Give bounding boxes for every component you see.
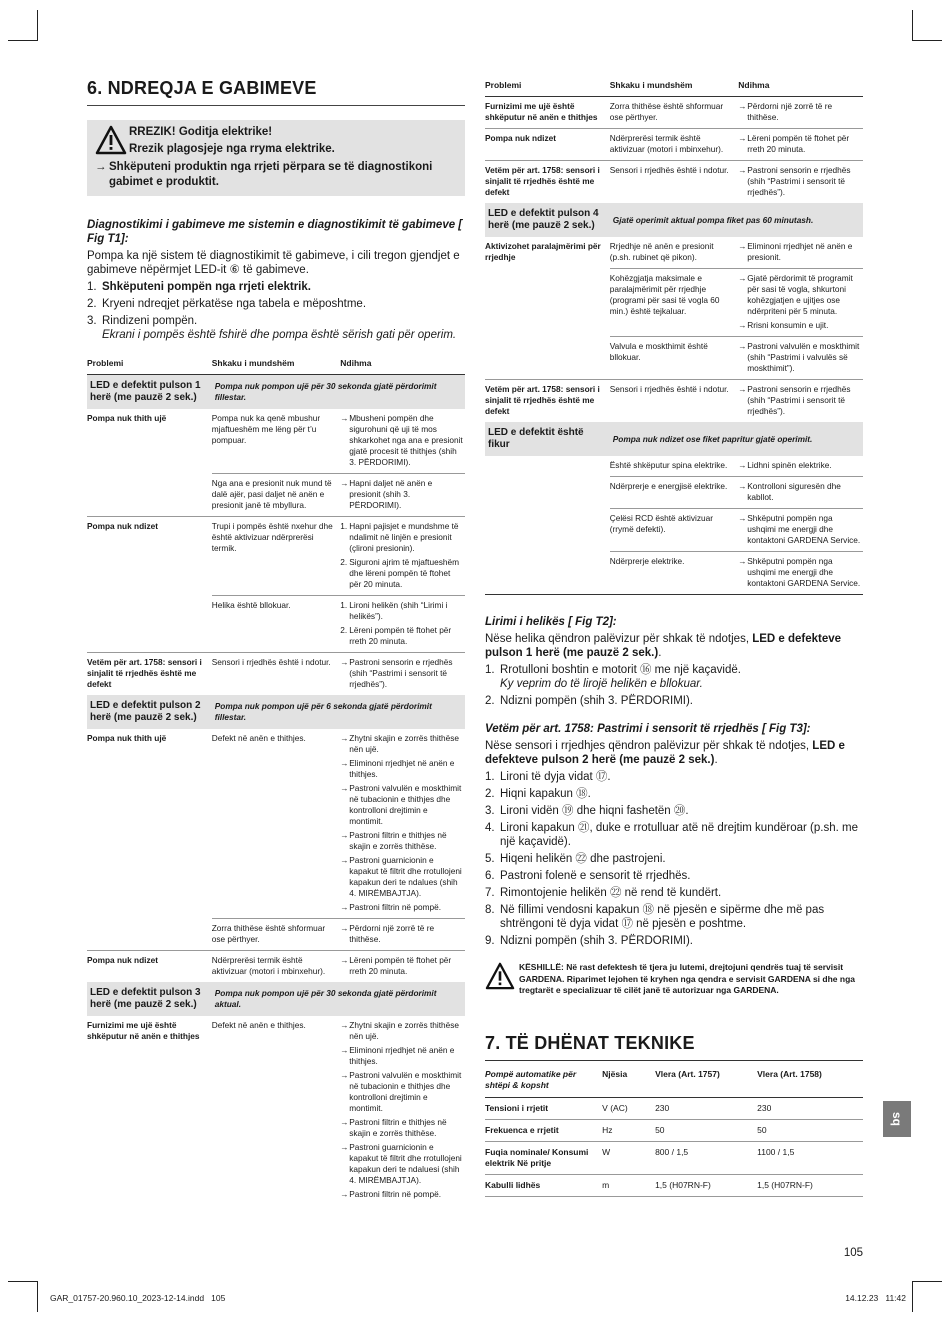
tip-text: KËSHILLË: Në rast defektesh të tjera ju lutemi, drejtojuni qendrës tuaj të servisit GARDENA. Riparimet lejohen të kryhen nga qendra e servisit GARDENA si dhe nga tregtarët e specializuar të cilët janë të autorizuar nga GARDENA.	[519, 962, 855, 995]
footer-file: GAR_01757-20.960.10_2023-12-14.indd 105	[50, 1293, 226, 1303]
table-row: Pompa nuk thith ujë Defekt në anën e thithjes. → Zhytni skajin e zorrës thithëse nën ujë. → Eliminoni rrjedhjet në anën e thithjes. → Pastroni valvulën e moskthimit në tubacionin e thithjes dhe kontrolloni drejtimin e montimit. → Pastroni filtrin e thithjes në skajin e zorrës thithëse. → Pastroni guarnicionin e kapakut të filtrit dhe rrotullojeni kapakun deri te ndalues (shih 4. MIRËMBAJTJA). → Pastroni filtrin në pompë.	[87, 733, 462, 912]
step-item: 1. Lironi të dyja vidat ⑰.	[485, 771, 611, 783]
step-item: 2. Hiqni kapakun ⑱.	[485, 788, 591, 800]
step-item: 1. Shkëputeni pompën nga rrjeti elektrik.	[87, 281, 311, 293]
led-label: LED e defektit pulson 2 herë (me pauzë 2 sek.)	[87, 695, 212, 729]
crop-mark	[912, 40, 942, 41]
led-label: LED e defektit pulson 4 herë (me pauzë 2 sek.)	[485, 203, 610, 237]
step-item: 3. Lironi vidën ⑲ dhe hiqni fashetën ⑳.	[485, 805, 689, 817]
section-7-title: 7. TË DHËNAT TEKNIKE	[485, 1032, 695, 1053]
left-column	[87, 78, 465, 1205]
led-message: Pompa nuk pompon ujë për 30 sekonda gjatë përdorimit fillestar.	[212, 375, 465, 410]
table-row: Çelësi RCD është aktivizuar (rrymë defekti). → Shkëputni pompën nga ushqimi me energji dhe kontaktoni GARDENA Service.	[485, 509, 863, 552]
led-message: Pompa nuk pompon ujë për 6 sekonda gjatë përdorimit fillestar.	[212, 695, 465, 729]
led-row	[485, 422, 863, 456]
table-row: Furnizimi me ujë është shkëputur në anën e thithjes Defekt në anën e thithjes. → Zhytni skajin e zorrës thithëse nën ujë. → Eliminoni rrjedhjet në anën e thithjes. → Pastroni valvulën e moskthimit në tubacionin e thithjes dhe kontrolloni drejtimin e montimit. → Pastroni filtrin e thithjes në skajin e zorrës thithëse. → Pastroni guarnicionin e kapakut të filtrit dhe rrotullojeni kapakun deri te ndaluesi (shih 4. MIRËMBAJTJA). → Pastroni filtrin në pompë.	[87, 1020, 462, 1199]
header-help: Ndihma	[340, 356, 465, 375]
table-row: Pompa nuk thith ujë Pompa nuk ka qenë mbushur mjaftueshëm me lëng për t’u pompuar. → Mbusheni pompën dhe sigurohuni që uji të mos shkarkohet nga ana e presionit gjatë procesit të thithjes (shih 3. PËRDORIMI).	[87, 413, 463, 467]
section-6-header	[87, 78, 465, 106]
table-row: Vetëm për art. 1758: sensori i sinjalit të rrjedhës është me defekt Sensori i rrjedhës është i ndotur. → Pastroni sensorin e rrjedhës (shih “Pastrimi i sensorit të rrjedhës”).	[485, 380, 863, 423]
warning-triangle-icon	[95, 125, 127, 155]
table-row: Kohëzgjatja maksimale e paralajmërimit për rrjedhje (programi për sasi të vogla 60 min.) është tejkaluar. → Gjatë përdorimit të programit për sasi të vogla, shkurtoni kohëzgjatjen e ujitjes ose ndërpriteni për 5 minuta. → Rrisni konsumin e ujit.	[485, 269, 863, 337]
arrow-right-icon: →	[95, 161, 107, 173]
led-label: LED e defektit pulson 3 herë (me pauzë 2 sek.)	[87, 982, 212, 1016]
header-cause: Shkaku i mundshëm	[610, 78, 739, 97]
sensor-steps	[485, 770, 863, 948]
sensor-heading: Vetëm për art. 1758: Pastrimi i sensorit të rrjedhës [ Fig T3]:	[485, 723, 811, 735]
tip-note	[485, 962, 863, 997]
table-row: Nga ana e presionit nuk mund të dalë ajër, pasi daljet në anën e presionit janë të mbyllura. → Hapni daljet në anën e presionit (shih 3. PËRDORIMI).	[87, 474, 465, 517]
right-column	[485, 78, 863, 1197]
led-row	[485, 203, 863, 237]
led-row	[87, 695, 465, 729]
led-message: Pompa nuk pompon ujë për 30 sekonda gjatë përdorimit aktual.	[212, 982, 465, 1016]
led-message: Pompa nuk ndizet ose fiket papritur gjatë operimit.	[610, 422, 863, 456]
step-item: 6. Pastroni folenë e sensorit të rrjedhës.	[485, 870, 691, 882]
table-row: Është shkëputur spina elektrike. → Lidhni spinën elektrike.	[609, 460, 832, 470]
technical-data-table	[485, 1060, 863, 1197]
table-row: Fuqia nominale/ Konsumi elektrik Në pritje W 800 / 1,5 1100 / 1,5	[485, 1141, 863, 1174]
step-item: 7. Rimontojenie helikën ㉒ në rend të kundërt.	[485, 887, 722, 899]
crop-mark	[37, 1282, 38, 1312]
diagnostics-heading: Diagnostikimi i gabimeve me sistemin e diagnostikimit të gabimeve [ Fig T1]:	[87, 219, 463, 245]
table-header-row	[87, 356, 465, 375]
danger-warning-box	[87, 120, 465, 196]
crop-mark	[912, 1282, 913, 1312]
step-item: 2. Ndizni pompën (shih 3. PËRDORIMI).	[485, 695, 694, 707]
arrow-right-icon: →	[340, 657, 349, 667]
header-help: Ndihma	[738, 78, 863, 97]
table-row: Tensioni i rrjetit V (AC) 230 230	[485, 1097, 863, 1119]
crop-mark	[37, 10, 38, 40]
diagnostics-steps	[87, 280, 465, 342]
table-row: Ndërprerje elektrike. → Shkëputni pompën nga ushqimi me energji dhe kontaktoni GARDENA Service.	[485, 552, 863, 595]
table-row: Kabulli lidhës m 1,5 (H07RN-F) 1,5 (H07RN-F)	[485, 1174, 863, 1196]
step-item: 1. Rrotulloni boshtin e motorit ⑯ me një kaçavidë. Ky veprim do të lirojë helikën e bllokuar.	[485, 664, 741, 690]
impeller-heading: Lirimi i helikës [ Fig T2]:	[485, 616, 617, 628]
table-row: Furnizimi me ujë është shkëputur në anën e thithjes Zorra thithëse është shformuar ose përthyer. → Përdorni një zorrë të re thithëse.	[485, 101, 833, 122]
table-row: Valvula e moskthimit është bllokuar. → Pastroni valvulën e moskthimit (shih “Pastrimi i valvulës së moskthimit”).	[485, 337, 863, 380]
step-item: 5. Hiqeni helikën ㉒ dhe pastrojeni.	[485, 853, 666, 865]
step-item: 2. Kryeni ndreqjet përkatëse nga tabela e mëposhtme.	[87, 298, 367, 310]
table-row: Aktivizohet paralajmërimi për rrjedhje Rrjedhje në anën e presionit (p.sh. rubinet që pikon). → Eliminoni rrjedhjet në anën e presionit.	[485, 241, 853, 262]
header-problem: Problemi	[485, 78, 610, 97]
troubleshooting-table-right	[485, 78, 863, 595]
language-tab: sq	[883, 1101, 911, 1137]
crop-mark	[8, 40, 38, 41]
table-header-row: Pompë automatike për shtëpi & kopsht Njësia Vlera (Art. 1757) Vlera (Art. 1758)	[485, 1060, 863, 1097]
crop-mark	[912, 10, 913, 40]
section-6-title: 6. NDREQJA E GABIMEVE	[87, 78, 317, 98]
table-row: Vetëm për art. 1758: sensori i sinjalit të rrjedhës është me defekt Sensori i rrjedhës është i ndotur. → Pastroni sensorin e rrjedhës (shih “Pastrimi i sensorit të rrjedhës”).	[485, 161, 863, 204]
header-problem: Problemi	[87, 356, 212, 375]
table-row: Frekuenca e rrjetit Hz 50 50	[485, 1119, 863, 1141]
crop-mark	[912, 1281, 942, 1282]
led-row	[87, 982, 465, 1016]
troubleshooting-table-left	[87, 356, 465, 1205]
step-item: 8. Në fillimi vendosni kapakun ⑱ në pjesën e sipërme dhe më pas shtrëngoni të dyja vidat ⑰ në pjesën e poshtme.	[485, 904, 825, 930]
warning-triangle-icon	[485, 962, 515, 990]
table-row: Pompa nuk ndizet Ndërprerësi termik është aktivizuar (motori i mbinxehur). → Lëreni pompën të ftohet për rreth 20 minuta.	[485, 129, 863, 161]
arrow-right-icon: →	[340, 478, 349, 488]
step-item: 9. Ndizni pompën (shih 3. PËRDORIMI).	[485, 935, 694, 947]
arrow-right-icon: →	[340, 413, 349, 423]
table-row: Pompa nuk ndizet Trupi i pompës është nxehur dhe është aktivizuar ndërprerësi termik. 1. Hapni pajisjet e mundshme të ndalimit në linjën e presionit (çlironi presionin). 2. Siguroni ajrim të mjaftueshëm dhe lëreni pompën të ftohet për 20 minuta.	[87, 517, 465, 596]
page-number: 105	[843, 1247, 863, 1259]
table-row: Vetëm për art. 1758: sensori i sinjalit të rrjedhës është me defekt Sensori i rrjedhës është i ndotur. → Pastroni sensorin e rrjedhës (shih “Pastrimi i sensorit të rrjedhës”).	[87, 653, 465, 696]
diagnostics-text: Pompa ka një sistem të diagnostikimit të gabimeve, i cili tregon gjendjet e gabimeve nëpërmjet LED-it ⑥ të gabimeve.	[87, 250, 460, 276]
table-header-row	[485, 78, 863, 97]
table-row: Ndërprerje e energjisë elektrike. → Kontrolloni siguresën dhe kabllot.	[485, 477, 863, 509]
led-row	[87, 375, 465, 410]
impeller-steps	[485, 663, 863, 708]
table-row: Pompa nuk ndizet Ndërprerësi termik është aktivizuar (motori i mbinxehur). → Lëreni pompën të ftohet për rreth 20 minuta.	[87, 951, 465, 983]
sensor-text: Nëse sensori i rrjedhjes qëndron palëvizur për shkak të ndotjes, LED e defekteve pulson 2 herë (me pauzë 2 sek.).	[485, 740, 845, 766]
impeller-text: Nëse helika qëndron palëvizur për shkak të ndotjes, LED e defekteve pulson 1 herë (me pauzë 2 sek.).	[485, 633, 842, 659]
led-label: LED e defektit pulson 1 herë (me pauzë 2 sek.)	[87, 375, 212, 410]
led-label: LED e defektit është fikur	[485, 422, 610, 456]
step-item: 3. Rindizeni pompën. Ekrani i pompës është fshirë dhe pompa është sërish gati për operim.	[87, 315, 457, 341]
warning-line-2: Rrezik plagosjeje nga rryma elektrike.	[129, 143, 335, 155]
table-row: Zorra thithëse është shformuar ose përthyer. → Përdorni një zorrë të re thithëse.	[87, 919, 465, 951]
footer-date: 14.12.23 11:42	[845, 1293, 906, 1303]
warning-action: → Shkëputeni produktin nga rrjeti përpara se të diagnostikoni gabimet e produktit.	[95, 161, 433, 188]
crop-mark	[8, 1281, 38, 1282]
step-item: 4. Lironi kapakun ㉑, duke e rrotulluar atë në drejtim kundëroar (p.sh. me një kaçavidë).	[485, 822, 858, 848]
led-message: Gjatë operimit aktual pompa fiket pas 60 minutash.	[610, 203, 863, 237]
warning-line-1: RREZIK! Goditja elektrike!	[129, 126, 273, 138]
header-cause: Shkaku i mundshëm	[212, 356, 341, 375]
table-row: Helika është bllokuar. 1. Lironi helikën (shih “Lirimi i helikës”). 2. Lëreni pompën të ftohet për rreth 20 minuta.	[87, 596, 465, 653]
